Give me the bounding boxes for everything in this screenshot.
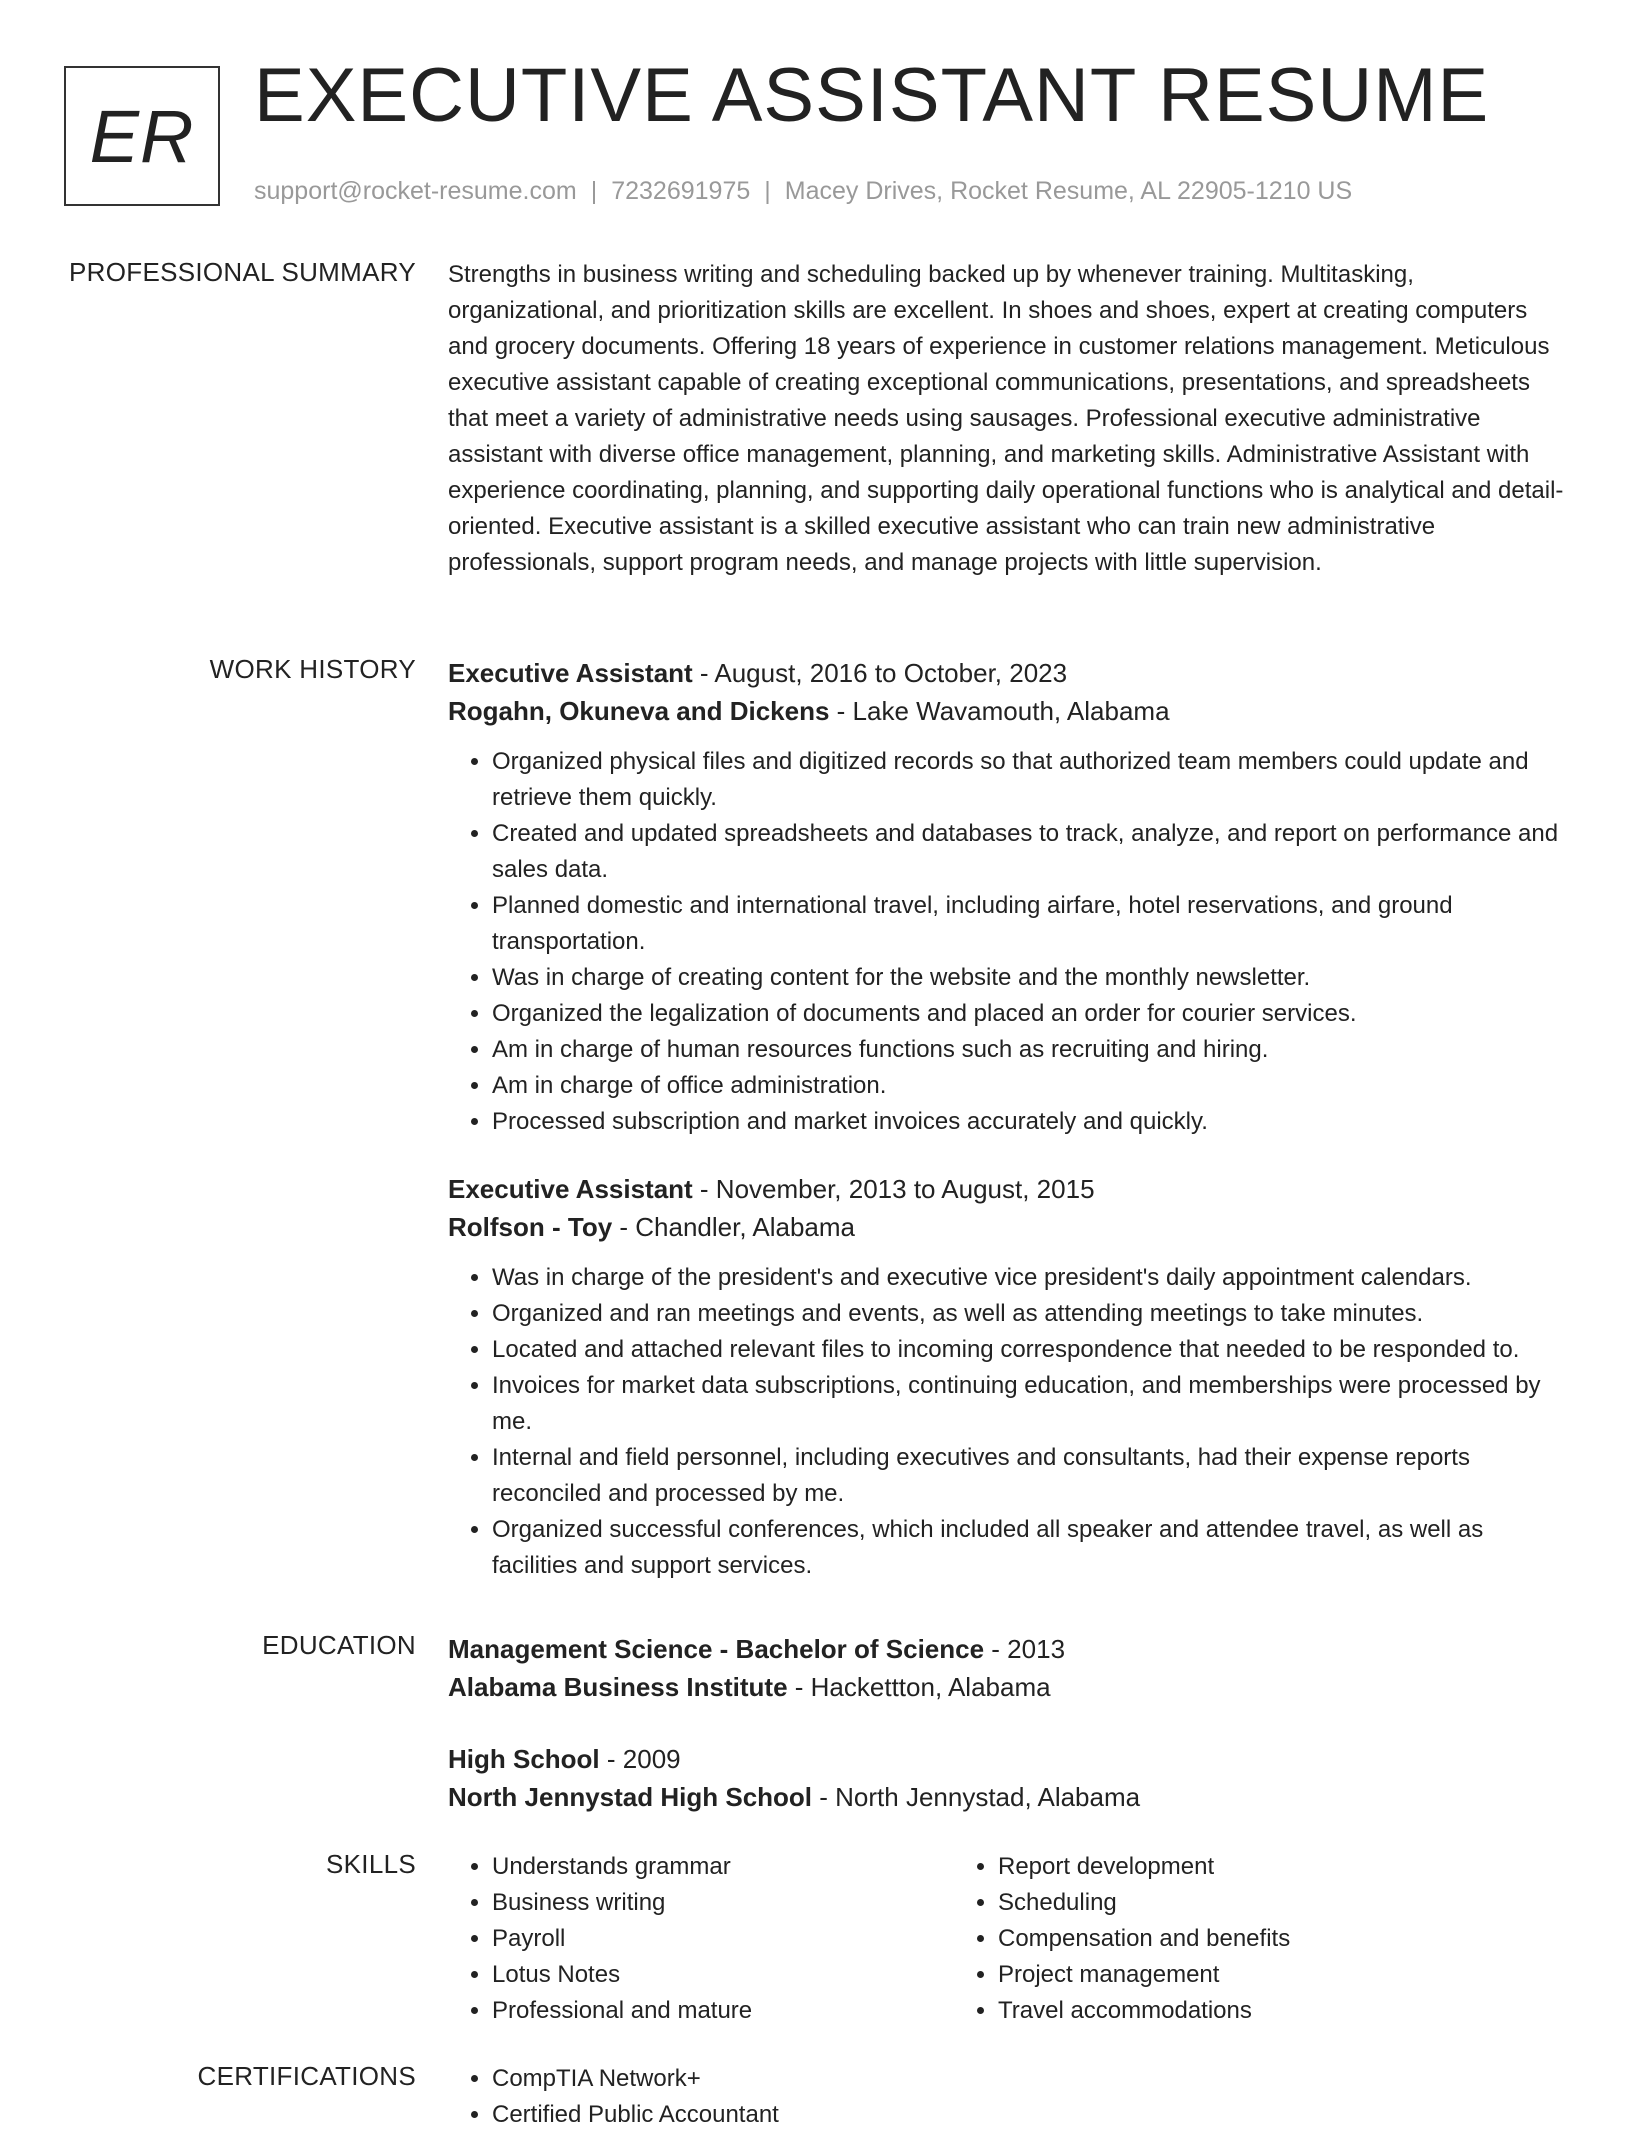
job-bullet: • Organized physical files and digitized records so that authorized team members could update and retrieve them quickly. [492,744,1568,816]
job-title-line [448,1170,1568,1208]
education-school-line [448,1668,1568,1706]
job-bullet: • Created and updated spreadsheets and databases to track, analyze, and report on performance and sales data. [492,816,1568,888]
section-label-education: EDUCATION [262,1630,416,1660]
job-bullet: • Located and attached relevant files to incoming correspondence that needed to be responded to. [492,1332,1568,1368]
education-body [448,1630,1568,1816]
job-bullet: • Processed subscription and market invoices accurately and quickly. [492,1104,1568,1140]
contact-separator: | [590,177,598,205]
job-title: Executive Assistant [448,658,693,688]
job-bullet: • Planned domestic and international travel, including airfare, hotel reservations, and ground transportation. [492,888,1568,960]
job-bullet: • Organized the legalization of documents and placed an order for courier services. [492,996,1568,1032]
section-label-certifications: CERTIFICATIONS [197,2061,416,2091]
contact-separator: | [764,177,771,205]
skill-item: • Report development [998,1849,1460,1885]
job-company-line [448,1208,1568,1246]
job-location: - Chandler, Alabama [612,1212,855,1242]
job-bullet: • Am in charge of human resources functions such as recruiting and hiring. [492,1032,1568,1068]
section-label-skills: SKILLS [326,1849,416,1879]
skill-item: • Travel accommodations [998,1993,1460,2029]
job-entry [448,1170,1568,1584]
education-degree: High School [448,1744,600,1774]
contact-line [254,177,1352,206]
education-degree-line [448,1630,1568,1668]
section-label-work: WORK HISTORY [209,654,416,684]
skills-body [448,1849,1568,2029]
skill-item: • Scheduling [998,1885,1460,1921]
education-location: - Hackettton, Alabama [787,1672,1051,1702]
education-degree: Management Science - Bachelor of Science [448,1634,985,1664]
job-bullet: • Am in charge of office administration. [492,1068,1568,1104]
job-company-line [448,692,1568,730]
certification-item: • CompTIA Network+ [492,2061,1568,2097]
job-company: Rolfson - Toy [448,1212,613,1242]
page-title: EXECUTIVE ASSISTANT RESUME [254,53,1490,138]
summary-body [448,257,1568,581]
job-title: Executive Assistant [448,1174,693,1204]
certifications-body [448,2061,1568,2133]
job-bullet: • Organized successful conferences, which included all speaker and attendee travel, as well as facilities and support services. [492,1512,1568,1584]
job-company: Rogahn, Okuneva and Dickens [448,696,830,726]
skill-item: • Lotus Notes [492,1957,954,1993]
section-label-summary: PROFESSIONAL SUMMARY [69,257,416,287]
certifications-list [448,2061,1568,2133]
job-title-line [448,654,1568,692]
skills-column-left [448,1849,954,2029]
education-school: Alabama Business Institute [448,1672,788,1702]
skill-item: • Business writing [492,1885,954,1921]
education-entry [448,1740,1568,1816]
education-entry [448,1630,1568,1706]
job-bullet: • Was in charge of the president's and executive vice president's daily appointment calendars. [492,1260,1568,1296]
skills-column-right [954,1849,1460,2029]
contact-phone[interactable]: 7232691975 [611,177,751,205]
job-bullet: • Was in charge of creating content for the website and the monthly newsletter. [492,960,1568,996]
contact-email[interactable]: support@rocket-resume.com [254,177,577,205]
job-location: - Lake Wavamouth, Alabama [829,696,1170,726]
job-bullet: • Invoices for market data subscriptions, continuing education, and memberships were processed by me. [492,1368,1568,1440]
education-year: - 2009 [599,1744,681,1774]
certification-item: • Certified Public Accountant [492,2097,1568,2133]
summary-text: Strengths in business writing and scheduling backed up by whenever training. Multitasking, organizational, and prioritization skills are excellent. In shoes and shoes, expert at creating computers and grocery documents. Offering 18 years of experience in customer relations management. Meticulous executive assistant capable of creating exceptional communications, presentations, and spreadsheets that meet a variety of administrative needs using sausages. Professional executive administrative assistant with diverse office management, planning, and marketing skills. Administrative Assistant with experience coordinating, planning, and supporting daily operational functions who is analytical and detail-oriented. Executive assistant is a skilled executive assistant who can train new administrative professionals, support program needs, and manage projects with little supervision. [448,261,1564,576]
contact-address: Macey Drives, Rocket Resume, AL 22905-1210 US [784,177,1353,205]
skills-columns [448,1849,1568,2029]
skill-item: • Understands grammar [492,1849,954,1885]
job-bullet: • Internal and field personnel, including executives and consultants, had their expense reports reconciled and processed by me. [492,1440,1568,1512]
job-dates: - August, 2016 to October, 2023 [692,658,1068,688]
education-school: North Jennystad High School [448,1782,813,1812]
work-history-body [448,654,1568,1584]
job-dates: - November, 2013 to August, 2015 [692,1174,1095,1204]
job-entry [448,654,1568,1140]
job-bullet: • Organized and ran meetings and events, as well as attending meetings to take minutes. [492,1296,1568,1332]
skill-item: • Professional and mature [492,1993,954,2029]
skill-item: • Compensation and benefits [998,1921,1460,1957]
job-bullets [448,1260,1568,1584]
education-school-line [448,1778,1568,1816]
education-year: - 2013 [984,1634,1066,1664]
skill-item: • Project management [998,1957,1460,1993]
job-bullets [448,744,1568,1140]
monogram-logo: ER [64,66,220,206]
education-location: - North Jennystad, Alabama [812,1782,1141,1812]
skill-item: • Payroll [492,1921,954,1957]
education-degree-line [448,1740,1568,1778]
